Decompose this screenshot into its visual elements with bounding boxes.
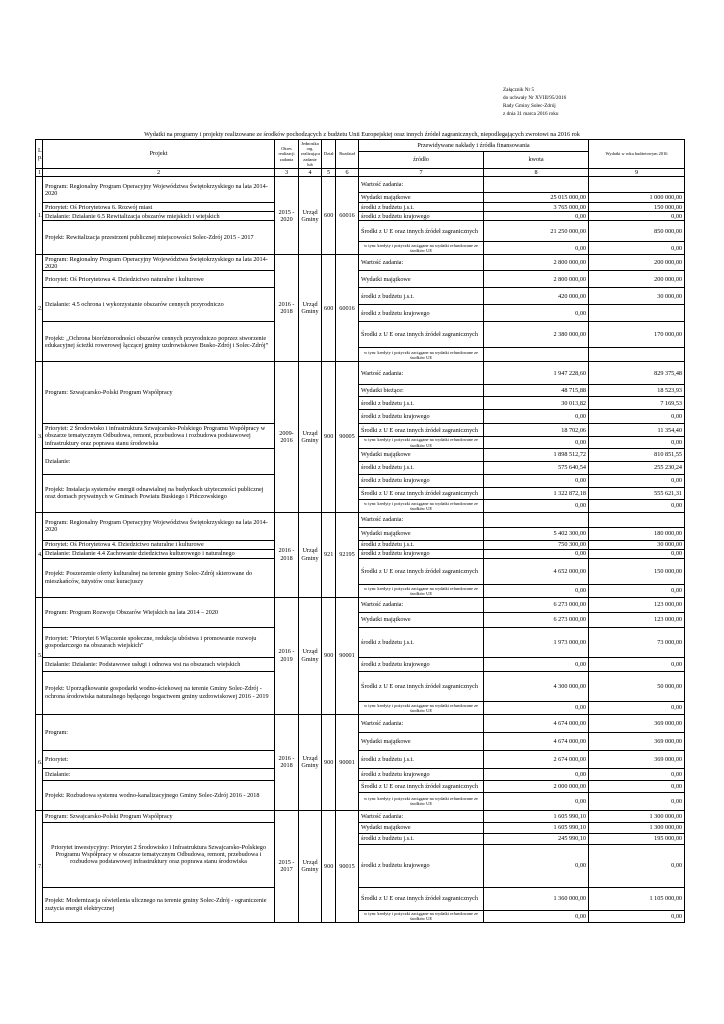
header-zrodlo: źródło: [359, 152, 484, 169]
project-jednostka: Urząd Gminy: [299, 362, 322, 512]
amount-cell: 1 605 990,10: [484, 810, 589, 822]
column-number: 9: [589, 169, 685, 177]
expense-2016-cell: 850 000,00: [589, 221, 685, 242]
amount-cell: 21 250 000,00: [484, 221, 589, 242]
project-okres: 2009- 2016: [275, 362, 299, 512]
expense-2016-cell: 73 000,00: [589, 627, 685, 657]
amount-cell: 0,00: [484, 437, 589, 448]
amount-cell: [484, 512, 589, 527]
project-rozdzial: 90001: [336, 597, 359, 714]
table-row: [36, 362, 685, 385]
project-jednostka: Urząd Gminy: [299, 512, 322, 597]
expense-2016-cell: 555 621,31: [589, 487, 685, 499]
amount-cell: 575 640,54: [484, 461, 589, 474]
project-priorytet: Priorytet: 2 Środowisko i infrastruktura Szwajcarsko-Polskiego Programu Współpracy w obszarze tematycznym Odbudowa, remont, przebudowa i rozbudowa podstawowej infrastruktury oraz poprawa stanu środowiska: [43, 424, 275, 448]
source-label: Wartość zadania:: [359, 597, 484, 612]
expense-2016-cell: 0,00: [589, 499, 685, 512]
source-label: środki z budżetu j.s.t.: [359, 203, 484, 212]
table-row: [36, 322, 685, 348]
source-label: środki z budżetu j.s.t.: [359, 627, 484, 657]
table-row: [36, 810, 685, 822]
source-label: środki z budżetu krajowego: [359, 844, 484, 887]
source-label: Środki z U E oraz innych źródeł zagranicznych: [359, 221, 484, 242]
expense-2016-cell: 0,00: [589, 549, 685, 558]
table-row: [36, 558, 685, 584]
amount-cell: 245 990,10: [484, 833, 589, 844]
expense-2016-cell: 170 000,00: [589, 322, 685, 348]
expense-2016-cell: 0,00: [589, 657, 685, 671]
project-projekt: Projekt: Rewitalizacja przestrzeni publicznej miejscowości Solec-Zdrój 2015 - 2017: [43, 221, 275, 255]
expense-2016-cell: 150 000,00: [589, 558, 685, 584]
column-number: 2: [43, 169, 275, 177]
project-lp: 7.: [36, 810, 43, 922]
source-label: środki z budżetu j.s.t.: [359, 397, 484, 410]
project-okres: 2015 - 2017: [275, 810, 299, 922]
project-jednostka: Urząd Gminy: [299, 177, 322, 255]
project-program: Program: Szwajcarsko-Polski Program Współpracy: [43, 362, 275, 424]
project-okres: 2016 - 2018: [275, 255, 299, 362]
table-row: [36, 627, 685, 657]
project-projekt: Projekt: Poszerzenie oferty kulturalnej na terenie gminy Solec-Zdrój skierowane do mieszkańców, tutystów oraz kuracjuszy: [43, 558, 275, 597]
expense-2016-cell: 0,00: [589, 910, 685, 922]
amount-cell: 0,00: [484, 701, 589, 714]
expense-2016-cell: [589, 348, 685, 362]
table-row: [36, 221, 685, 242]
table-row: [36, 512, 685, 527]
column-number: 3: [275, 169, 299, 177]
column-number: 1: [36, 169, 43, 177]
source-label: Wydatki majątkowe: [359, 193, 484, 203]
source-label: Środki z U E oraz innych źródeł zagranicznych: [359, 558, 484, 584]
source-label: Wydatki majątkowe: [359, 822, 484, 833]
project-dzialanie: Działanie:: [43, 448, 275, 474]
source-label: w tym: kredyty i pożyczki zaciągane na wydatki refundowane ze środków UE: [359, 701, 484, 714]
header-projekt: Projekt: [43, 140, 275, 169]
project-projekt: Projekt: Uporządkowanie gospodarki wodno-ściekowej na terenie Gminy Solec-Zdrój - ochrona środowiska naturalnego będącego bogactwem gminy uzdrowiskowej 2016 - 2019: [43, 671, 275, 714]
source-label: środki z budżetu krajowego: [359, 657, 484, 671]
expense-2016-cell: 0,00: [589, 844, 685, 887]
project-dzial: 900: [322, 597, 336, 714]
header-wydatki: Wydatki w roku budżetowym 2016: [589, 140, 685, 169]
document-header: [503, 86, 566, 118]
table-row: [36, 424, 685, 437]
project-rozdzial: 90001: [336, 714, 359, 810]
amount-cell: 750 300,00: [484, 540, 589, 549]
amount-cell: 0,00: [484, 910, 589, 922]
project-priorytet: Priorytet: Oś Priorytetowa 4. Dziedzictwo naturalne i kulturowe: [43, 540, 275, 549]
amount-cell: 2 000 000,00: [484, 780, 589, 792]
amount-cell: 2 674 000,00: [484, 750, 589, 768]
amount-cell: 0,00: [484, 844, 589, 887]
project-okres: 2016 - 2018: [275, 512, 299, 597]
column-number: 6: [336, 169, 359, 177]
expense-2016-cell: 255 230,24: [589, 461, 685, 474]
expense-2016-cell: 0,00: [589, 792, 685, 810]
project-jednostka: Urząd Gminy: [299, 597, 322, 714]
expense-2016-cell: 0,00: [589, 474, 685, 487]
expense-2016-cell: [589, 512, 685, 527]
amount-cell: 0,00: [484, 242, 589, 255]
expense-2016-cell: [589, 305, 685, 322]
table-row: [36, 768, 685, 780]
project-program: Program:: [43, 714, 275, 750]
project-priorytet: Priorytet: Oś Priorytetowa 6. Rozwój miast: [43, 203, 275, 212]
amount-cell: 0,00: [484, 657, 589, 671]
amount-cell: 0,00: [484, 305, 589, 322]
amount-cell: 2 380 000,00: [484, 322, 589, 348]
expense-2016-cell: 123 000,00: [589, 597, 685, 612]
header-line: Rady Gminy Solec-Zdrój: [503, 103, 556, 109]
project-okres: 2016 - 2019: [275, 597, 299, 714]
source-label: środki z budżetu j.s.t.: [359, 833, 484, 844]
source-label: środki z budżetu krajowego: [359, 305, 484, 322]
source-label: Wartość zadania:: [359, 177, 484, 193]
project-jednostka: Urząd Gminy: [299, 714, 322, 810]
project-dzialanie: Działanie: Działanie: Podstawowe usługi i odnowa wsi na obszarach wiejskich: [43, 657, 275, 671]
header-line: z dnia 31 marca 2016 roku: [503, 111, 559, 117]
column-number: 7: [359, 169, 484, 177]
amount-cell: 0,00: [484, 549, 589, 558]
source-label: Środki z U E oraz innych źródeł zagranicznych: [359, 487, 484, 499]
source-label: Wydatki majątkowe: [359, 448, 484, 461]
amount-cell: 1 947 228,60: [484, 362, 589, 385]
expense-2016-cell: 180 000,00: [589, 527, 685, 540]
source-label: Środki z U E oraz innych źródeł zagranicznych: [359, 887, 484, 910]
expense-2016-cell: 810 851,55: [589, 448, 685, 461]
expenditure-table: [35, 139, 685, 923]
amount-cell: 0,00: [484, 792, 589, 810]
table-row: [36, 540, 685, 549]
amount-cell: 3 765 000,00: [484, 203, 589, 212]
source-label: środki z budżetu krajowego: [359, 410, 484, 424]
source-label: Wartość zadania:: [359, 362, 484, 385]
column-number: 5: [322, 169, 336, 177]
table-row: [36, 474, 685, 487]
source-label: środki z budżetu j.s.t.: [359, 288, 484, 305]
source-label: Środki z U E oraz innych źródeł zagranicznych: [359, 671, 484, 701]
table-row: [36, 597, 685, 612]
project-dzialanie: Działanie: Działanie 6.5 Rewitalizacja obszarów miejskich i wiejskich: [43, 212, 275, 221]
project-jednostka: Urząd Gminy: [299, 255, 322, 362]
expense-2016-cell: 123 000,00: [589, 612, 685, 627]
source-label: Wydatki majątkowe: [359, 732, 484, 750]
project-rozdzial: 90015: [336, 810, 359, 922]
amount-cell: 1 360 000,00: [484, 887, 589, 910]
source-label: Wartość zadania:: [359, 810, 484, 822]
source-label: w tym: kredyty i pożyczki zaciągane na wydatki refundowane ze środków UE: [359, 348, 484, 362]
amount-cell: 5 402 300,00: [484, 527, 589, 540]
source-label: Wartość zadania:: [359, 255, 484, 271]
project-program: Program: Regionalny Program Operacyjny Województwa Świętokrzyskiego na lata 2014-2020: [43, 177, 275, 203]
amount-cell: 4 674 000,00: [484, 732, 589, 750]
column-numbers-row: [36, 169, 685, 177]
expense-2016-cell: 30 000,00: [589, 288, 685, 305]
expense-2016-cell: 0,00: [589, 780, 685, 792]
column-number: 8: [484, 169, 589, 177]
column-number: 4: [299, 169, 322, 177]
project-lp: 4.: [36, 512, 43, 597]
amount-cell: 2 800 000,00: [484, 255, 589, 271]
project-priorytet: Priorytet: "Priorytet 6 Włączenie społeczne, redukcja ubóstwa i promowanie rozwoju gospodarczego na obszarach wiejskich": [43, 627, 275, 657]
amount-cell: 25 015 000,00: [484, 193, 589, 203]
source-label: Wartość zadania:: [359, 714, 484, 732]
table-row: [36, 887, 685, 910]
amount-cell: 1 898 512,72: [484, 448, 589, 461]
expense-2016-cell: 1 300 000,00: [589, 822, 685, 833]
expense-2016-cell: 200 000,00: [589, 271, 685, 288]
amount-cell: 6 273 000,00: [484, 597, 589, 612]
project-dzial: 900: [322, 714, 336, 810]
expense-2016-cell: 7 169,53: [589, 397, 685, 410]
project-projekt: Projekt: Modernizacja oświetlenia ulicznego na terenie gminy Solec-Zdrój - ograniczenie zużycia energii elektrycznej: [43, 887, 275, 922]
amount-cell: 1 605 990,10: [484, 822, 589, 833]
header-line: Załącznik Nr 5: [503, 87, 535, 93]
source-label: w tym: kredyty i pożyczki zaciągane na wydatki refundowane ze środków UE: [359, 242, 484, 255]
project-program: Program: Regionalny Program Operacyjny Województwa Świętokrzyskiego na lata 2014-2020: [43, 512, 275, 540]
project-dzial: 900: [322, 362, 336, 512]
amount-cell: 4 652 000,00: [484, 558, 589, 584]
amount-cell: 1 973 000,00: [484, 627, 589, 657]
source-label: w tym: kredyty i pożyczki zaciągane na wydatki refundowane ze środków UE: [359, 910, 484, 922]
project-lp: 2.: [36, 255, 43, 362]
amount-cell: 0,00: [484, 212, 589, 221]
project-rozdzial: 90005: [336, 362, 359, 512]
project-program: Program: Regionalny Program Operacyjny Województwa Świętokrzyskiego na lata 2014-2020: [43, 255, 275, 271]
expense-2016-cell: 0,00: [589, 212, 685, 221]
source-label: środki z budżetu krajowego: [359, 474, 484, 487]
project-projekt: Projekt: Rozbudowa systemu wodno-kanalizacyjnego Gminy Solec-Zdrój 2016 - 2018: [43, 780, 275, 810]
document-title: Wydatki na programy i projekty realizowane ze środków pochodzących z budżetu Unii Europejskiej oraz innych źródeł zagranicznych, niepodlegających zwrotowi na 2016 rok: [144, 131, 580, 138]
header-line: do uchwały Nr XVIII/95/2016: [503, 95, 567, 101]
expense-2016-cell: [589, 177, 685, 193]
source-label: Środki z U E oraz innych źródeł zagranicznych: [359, 780, 484, 792]
table-row: [36, 549, 685, 558]
amount-cell: 4 300 000,00: [484, 671, 589, 701]
expense-2016-cell: 0,00: [589, 701, 685, 714]
header-lp: L. p.: [36, 140, 43, 169]
source-label: środki z budżetu j.s.t.: [359, 461, 484, 474]
table-row: [36, 212, 685, 221]
project-lp: 6.: [36, 714, 43, 810]
source-label: w tym: kredyty i pożyczki zaciągane na wydatki refundowane ze środków UE: [359, 584, 484, 597]
expense-2016-cell: 30 000,00: [589, 540, 685, 549]
expense-2016-cell: 0,00: [589, 768, 685, 780]
header-rozdzial: Rozdział: [336, 140, 359, 169]
header-kwota: kwota: [484, 152, 589, 169]
expense-2016-cell: 1 105 000,00: [589, 887, 685, 910]
source-label: środki z budżetu krajowego: [359, 212, 484, 221]
project-dzialanie: Działanie:: [43, 768, 275, 780]
expense-2016-cell: 829 375,48: [589, 362, 685, 385]
table-row: [36, 657, 685, 671]
amount-cell: 4 674 000,00: [484, 714, 589, 732]
source-label: Wydatki majątkowe: [359, 527, 484, 540]
header-jednostka: Jednostka org. realizująca zadanie lub: [299, 140, 322, 169]
table-row: [36, 750, 685, 768]
table-row: [36, 448, 685, 461]
source-label: w tym: kredyty i pożyczki zaciągane na wydatki refundowane ze środków UE: [359, 499, 484, 512]
source-label: środki z budżetu j.s.t.: [359, 540, 484, 549]
amount-cell: 0,00: [484, 584, 589, 597]
header-naklady: Przewidywane nakłady i źródła finansowania: [359, 140, 589, 152]
expense-2016-cell: 369 000,00: [589, 714, 685, 732]
expense-2016-cell: 0,00: [589, 410, 685, 424]
project-program: Program: Szwajcarsko-Polski Program Współpracy: [43, 810, 275, 822]
project-dzial: 900: [322, 810, 336, 922]
amount-cell: 0,00: [484, 474, 589, 487]
source-label: środki z budżetu j.s.t.: [359, 750, 484, 768]
amount-cell: 0,00: [484, 410, 589, 424]
source-label: Wydatki majątkowe: [359, 612, 484, 627]
project-priorytet: Priorytet: Oś Priorytetowa 4. Dziedzictwo naturalne i kulturowe: [43, 271, 275, 288]
project-dzial: 600: [322, 177, 336, 255]
expense-2016-cell: 0,00: [589, 437, 685, 448]
project-dzial: 921: [322, 512, 336, 597]
source-label: Wartość zadania:: [359, 512, 484, 527]
project-rozdzial: 92195: [336, 512, 359, 597]
header-dzial: Dział: [322, 140, 336, 169]
table-row: [36, 714, 685, 732]
project-dzialanie: Działanie: Działanie 4.4 Zachowanie dziedzictwa kulturowego i naturalnego: [43, 549, 275, 558]
table-row: [36, 177, 685, 193]
source-label: Wydatki majątkowe: [359, 271, 484, 288]
source-label: w tym: kredyty i pożyczki zaciągane na wydatki refundowane ze środków UE: [359, 792, 484, 810]
project-priorytet: Priorytet:: [43, 750, 275, 768]
expense-2016-cell: 150 000,00: [589, 203, 685, 212]
project-program: Program: Program Rozwoju Obszarów Wiejskich na lata 2014 – 2020: [43, 597, 275, 627]
expense-2016-cell: 18 523,93: [589, 385, 685, 397]
source-label: środki z budżetu krajowego: [359, 768, 484, 780]
table-row: [36, 671, 685, 701]
project-okres: 2015 - 2020: [275, 177, 299, 255]
amount-cell: 6 273 000,00: [484, 612, 589, 627]
expense-2016-cell: 11 354,40: [589, 424, 685, 437]
amount-cell: 48 715,88: [484, 385, 589, 397]
amount-cell: [484, 177, 589, 193]
project-lp: 5.: [36, 597, 43, 714]
header-okres: Okres realizacji zadania: [275, 140, 299, 169]
table-row: [36, 255, 685, 271]
amount-cell: 420 000,00: [484, 288, 589, 305]
table-row: [36, 780, 685, 792]
source-label: Środki z U E oraz innych źródeł zagranicznych: [359, 322, 484, 348]
expense-2016-cell: 195 000,00: [589, 833, 685, 844]
project-priorytet: Priorytet inwestycyjny: Priorytet 2 Środowisko i Infrastruktura Szwajcarsko-Polskiego Programu Współpracy w obszarze tematycznym Odbudowa, remont, przebudowa i rozbudowa podstawowej infrastruktury oraz poprawa stanu środowiska: [43, 822, 275, 887]
project-lp: 3.: [36, 362, 43, 512]
project-okres: 2016 - 2018: [275, 714, 299, 810]
source-label: Środki z U E oraz innych źródeł zagranicznych: [359, 424, 484, 437]
amount-cell: 30 013,82: [484, 397, 589, 410]
expense-2016-cell: 0,00: [589, 584, 685, 597]
amount-cell: [484, 348, 589, 362]
expense-2016-cell: 369 000,00: [589, 750, 685, 768]
expense-2016-cell: 1 300 000,00: [589, 810, 685, 822]
project-dzialanie: Działanie: 4.5 ochrona i wykorzystanie obszarów cennych przyrodniczo: [43, 288, 275, 322]
project-dzial: 600: [322, 255, 336, 362]
project-projekt: Projekt: Instalacja systemów energii odnawialnej na budynkach użyteczności publicznej oraz domach prywatnych w Gminach Powiatu Buskiego i Pińczowskiego: [43, 474, 275, 512]
amount-cell: 1 322 872,18: [484, 487, 589, 499]
table-row: [36, 288, 685, 305]
expense-2016-cell: 0,00: [589, 242, 685, 255]
amount-cell: 0,00: [484, 768, 589, 780]
project-projekt: Projekt: „Ochrona bioróżnorodności obszarów cennych przyrodniczo poprzez stworzenie edukacyjnej ścieżki rowerowej łączącej gminy uzdrowiskowe Busko-Zdrój i Solec-Zdrój”: [43, 322, 275, 362]
project-rozdzial: 60016: [336, 255, 359, 362]
amount-cell: 2 800 000,00: [484, 271, 589, 288]
expense-2016-cell: 200 000,00: [589, 255, 685, 271]
source-label: środki z budżetu krajowego: [359, 549, 484, 558]
table-row: [36, 271, 685, 288]
amount-cell: 18 702,06: [484, 424, 589, 437]
project-lp: 1.: [36, 177, 43, 255]
project-rozdzial: 60016: [336, 177, 359, 255]
expense-2016-cell: 1 000 000,00: [589, 193, 685, 203]
source-label: w tym: kredyty i pożyczki zaciągane na wydatki refundowane ze środków UE: [359, 437, 484, 448]
table-row: [36, 203, 685, 212]
expense-2016-cell: 369 000,00: [589, 732, 685, 750]
source-label: Wydatki bieżące:: [359, 385, 484, 397]
table-row: [36, 822, 685, 833]
expense-2016-cell: 50 000,00: [589, 671, 685, 701]
project-jednostka: Urząd Gminy: [299, 810, 322, 922]
amount-cell: 0,00: [484, 499, 589, 512]
